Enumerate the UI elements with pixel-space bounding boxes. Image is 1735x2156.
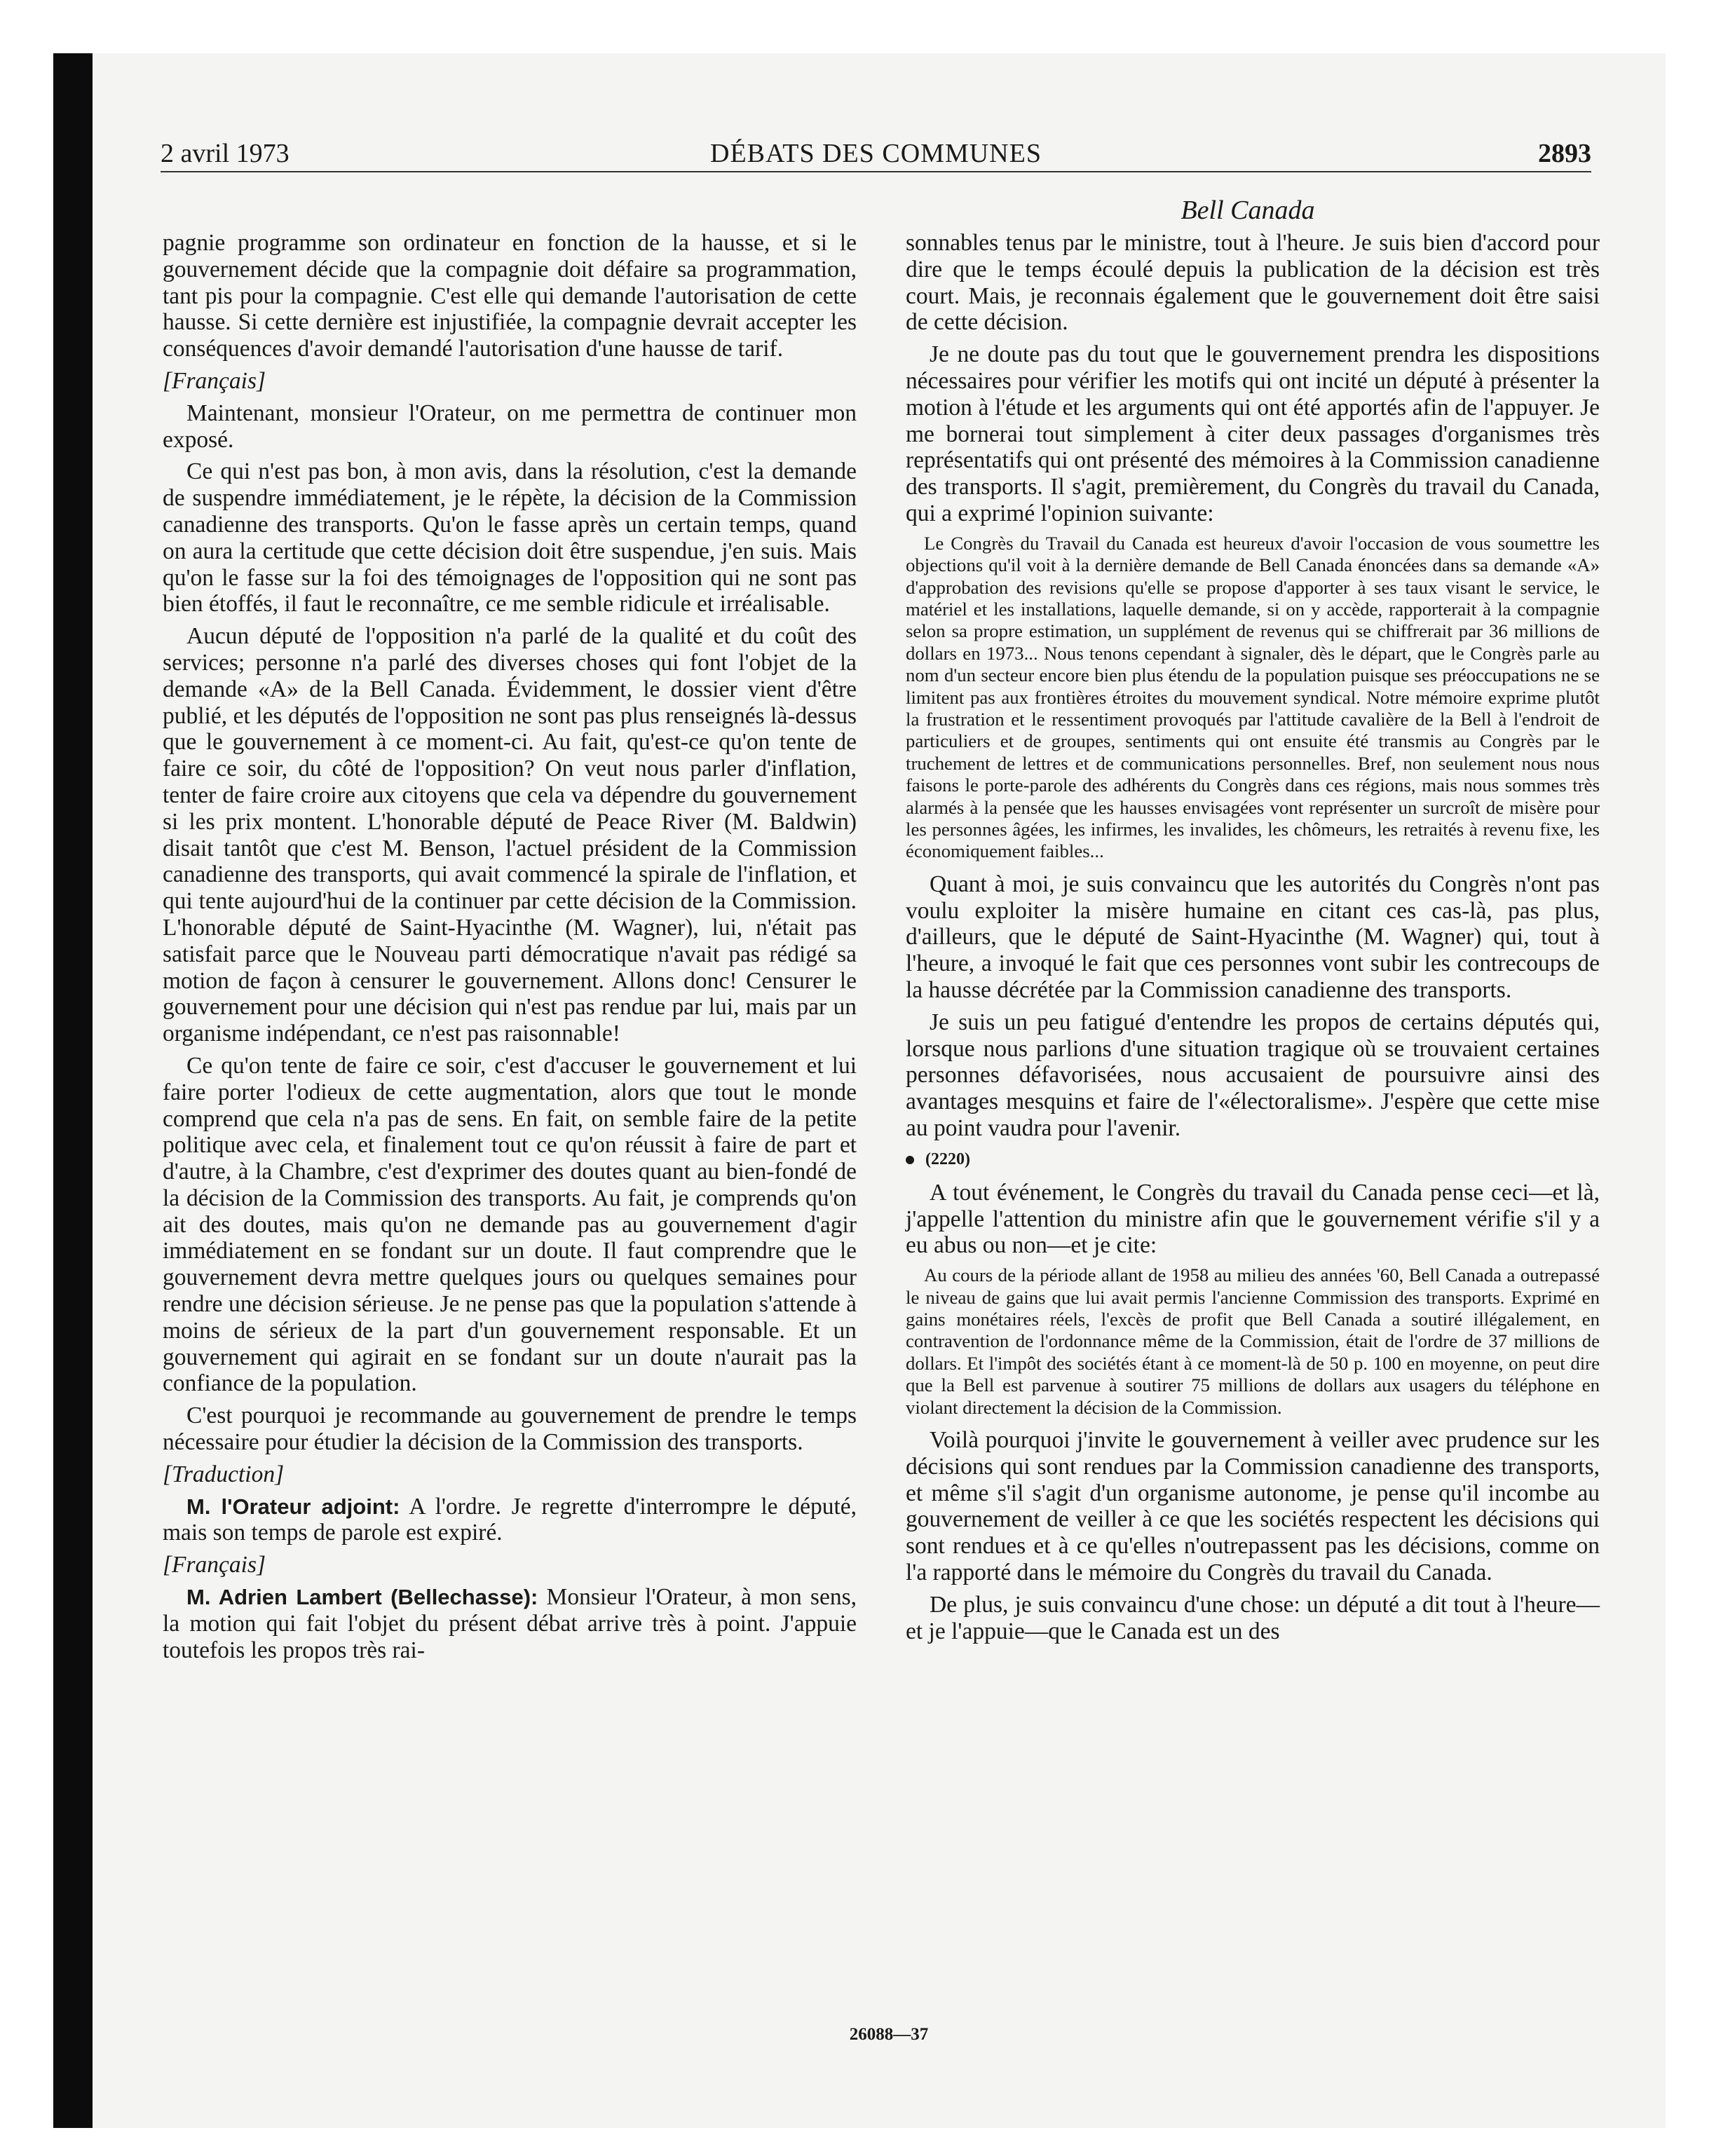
speaker-text: A l'ordre. Je regrette d'interrompre le député, mais son temps de parole est expiré. <box>163 1493 857 1546</box>
speaker-name: M. l'Orateur adjoint: <box>186 1494 400 1519</box>
right-column <box>906 230 1600 1650</box>
left-paragraph-3: Ce qui n'est pas bon, à mon avis, dans la résolution, c'est la demande de suspendre immédiatement, je le répète, la décision de la Commission canadienne des transports. Qu'on le fasse après un certain temps, quand on aura la certitude que cette décision doit être suspendue, j'en suis. Mais qu'on le fasse sur la foi des témoignages de l'opposition qui ne sont pas bien étoffés, il faut le reconnaître, ce me semble ridicule et irréalisable. <box>163 458 857 618</box>
speaker-paragraph-lambert <box>163 1584 857 1663</box>
right-paragraph-2: Je ne doute pas du tout que le gouvernement prendra les dispositions nécessaires pour vérifier les motifs qui ont incité un député à présenter la motion à l'étude et les arguments qui ont été apportés afin de l'appuyer. Je me bornerai tout simplement à citer deux passages d'organismes très représentatifs qui ont présenté des mémoires à la Commission canadienne des transports. Il s'agit, premièrement, du Congrès du travail du Canada, qui a exprimé l'opinion suivante: <box>906 341 1600 526</box>
language-tag: [Français] <box>163 367 266 394</box>
right-paragraph-6: Voilà pourquoi j'invite le gouvernement à veiller avec prudence sur les décisions qui sont rendues par la Commission canadienne des transports, et même s'il s'agit d'un organisme autonome, je pense qu'il incombe au gouvernement de veiller à ce que les sociétés respectent les décisions qui sont rendues et à ce qu'elles n'outrepassent pas les décisions, comme on l'a rapporté dans le mémoire du Congrès du travail du Canada. <box>906 1427 1600 1586</box>
right-paragraph-5: A tout événement, le Congrès du travail du Canada pense ceci—et là, j'appelle l'attention du ministre afin que le gouvernement vérifie s'il y a eu abus ou non—et je cite: <box>906 1179 1600 1259</box>
left-paragraph-2: Maintenant, monsieur l'Orateur, on me permettra de continuer mon exposé. <box>163 400 857 453</box>
scan-margin-top <box>0 0 1735 53</box>
section-title: Bell Canada <box>1181 196 1315 225</box>
right-paragraph-1: sonnables tenus par le ministre, tout à l'heure. Je suis bien d'accord pour dire que le temps écoulé depuis la publication de la décision est très court. Mais, je reconnais également que le gouvernement doit être saisi de cette décision. <box>906 230 1600 336</box>
left-paragraph-6: C'est pourquoi je recommande au gouvernement de prendre le temps nécessaire pour étudier la décision de la Commission des transports. <box>163 1403 857 1456</box>
running-header <box>161 137 1591 172</box>
left-paragraph-4: Aucun député de l'opposition n'a parlé de la qualité et du coût des services; personne n'a parlé des diverses choses qui font l'objet de la demande «A» de la Bell Canada. Évidemment, le dossier vient d'être publié, et les députés de l'opposition ne sont pas plus renseignés là-dessus que le gouvernement à ce moment-ci. Au fait, qu'est-ce qu'on tente de faire ce soir, du côté de l'opposition? On veut nous parler d'inflation, tenter de faire croire aux citoyens que cela va dépendre du gouvernement si les prix montent. L'honorable député de Peace River (M. Baldwin) disait tantôt que c'est M. Benson, l'actuel président de la Commission canadienne des transports, qui avait commencé la spirale de l'inflation, et qui tente aujourd'hui de la continuer par cette décision de la Commission. L'honorable député de Saint-Hyacinthe (M. Wagner), lui, n'était pas satisfait parce que le Nouveau parti démocratique n'avait pas rédigé sa motion de façon à censurer le gouvernement. Allons donc! Censurer le gouvernement pour une décision qui n'est pas rendue par lui, mais par un organisme indépendant, ce n'est pas raisonnable! <box>163 623 857 1047</box>
header-date: 2 avril 1973 <box>161 139 290 168</box>
header-title: DÉBATS DES COMMUNES <box>710 139 1042 168</box>
time-marker <box>906 1149 1600 1170</box>
block-quote: Au cours de la période allant de 1958 au milieu des années '60, Bell Canada a outrepassé le niveau de gains que lui avait permis l'ancienne Commission des transports. Exprimé en gains monétaires réels, l'excès de profit que Bell Canada a soutiré illégalement, en contravention de l'ordonnance même de la Commission, était de l'ordre de 37 millions de dollars. Et l'impôt des sociétés étant à ce moment-là de 50 p. 100 en moyenne, on peut dire que la Bell est parvenue à soutirer 75 millions de dollars aux usagers du téléphone en violant directement la décision de la Commission. <box>906 1264 1600 1418</box>
speaker-text: Monsieur l'Orateur, à mon sens, la motion qui fait l'objet du présent débat arrive très à point. J'appuie toutefois les propos très rai- <box>163 1584 857 1663</box>
language-tag: [Français] <box>163 1552 266 1578</box>
speaker-name: M. Adrien Lambert (Bellechasse): <box>186 1585 538 1610</box>
right-paragraph-4: Je suis un peu fatigué d'entendre les propos de certains députés qui, lorsque nous parlions d'une situation tragique où se trouvaient certaines personnes défavorisées, nous accusaient de poursuivre ainsi des avantages mesquins et faire de l'«électoralisme». J'espère que cette mise au point vaudra pour l'avenir. <box>906 1009 1600 1142</box>
left-column <box>163 230 857 1669</box>
header-page-number: 2893 <box>1538 139 1591 168</box>
block-quote: Le Congrès du Travail du Canada est heureux d'avoir l'occasion de vous soumettre les objections qu'il voit à la dernière demande de Bell Canada énoncées dans sa demande «A» d'approbation des revisions qu'elle se propose d'apporter à ses taux visant le service, le matériel et les installations, laquelle demande, si on y accède, rapporterait à la compagnie selon sa propre estimation, un supplément de revenus qui se chiffrerait par 36 millions de dollars en 1973... Nous tenons cependant à signaler, dès le départ, que le Congrès parle au nom d'un secteur encore bien plus étendu de la population puisque ses préoccupations ne se limitent pas aux frontières étroites du mouvement syndical. Notre mémoire exprime plutôt la frustration et le ressentiment provoqués par l'attitude cavalière de la Bell à l'endroit de particuliers et de groupes, sentiments qui ont ensuite été transmis au Congrès par le truchement de lettres et de communications personnelles. Bref, non seulement nous nous faisons le porte-parole des adhérents du Congrès dans ces régions, mais nous sommes très alarmés à la pensée que les hausses envisagées vont représenter un surcroît de misère pour les personnes âgées, les infirmes, les invalides, les chômeurs, les retraités à revenu fixe, les économiquement faibles... <box>906 532 1600 862</box>
language-tag: [Traduction] <box>163 1461 285 1487</box>
speaker-paragraph-deputy-speaker <box>163 1494 857 1547</box>
bullet-icon <box>906 1156 914 1164</box>
right-paragraph-3: Quant à moi, je suis convaincu que les autorités du Congrès n'ont pas voulu exploiter la misère humaine en citant ces cas-là, pas plus, d'ailleurs, que le député de Saint-Hyacinthe (M. Wagner) qui, tout à l'heure, a invoqué le fait que ces personnes vont subir les contrecoups de la hausse décrétée par la Commission canadienne des transports. <box>906 871 1600 1004</box>
time-marker-text: (2220) <box>925 1149 970 1168</box>
right-paragraph-7: De plus, je suis convaincu d'une chose: un député a dit tout à l'heure—et je l'appuie—que le Canada est un des <box>906 1591 1600 1644</box>
scan-binding-shadow <box>53 53 93 2128</box>
left-paragraph-1: pagnie programme son ordinateur en fonction de la hausse, et si le gouvernement décide que la compagnie doit défaire sa programmation, tant pis pour la compagnie. C'est elle qui demande l'autorisation de cette hausse. Si cette dernière est injustifiée, la compagnie devrait accepter les conséquences d'avoir demandé l'autorisation d'une hausse de tarif. <box>163 230 857 362</box>
left-paragraph-5: Ce qu'on tente de faire ce soir, c'est d'accuser le gouvernement et lui faire porter l'odieux de cette augmentation, alors que tout le monde comprend que cela n'a pas de sens. En fait, on semble faire de la petite politique avec cela, et finalement tout ce qu'on réussit à faire de part et d'autre, à la Chambre, c'est d'exprimer des doutes quant au bien-fondé de la décision de la Commission des transports. Au fait, je comprends qu'on ait des doutes, mais qu'on ne demande pas au gouvernement d'agir immédiatement en se fondant sur un doute. Il faut comprendre que le gouvernement devra mettre quelques jours ou quelques semaines pour rendre une décision sérieuse. Je ne pense pas que la population s'attende à moins de sérieux de la part d'un gouvernement responsable. Et un gouvernement qui agirait en se fondant sur un doute n'aurait pas la confiance de la population. <box>163 1052 857 1397</box>
footer-print-code: 26088—37 <box>849 2025 929 2044</box>
